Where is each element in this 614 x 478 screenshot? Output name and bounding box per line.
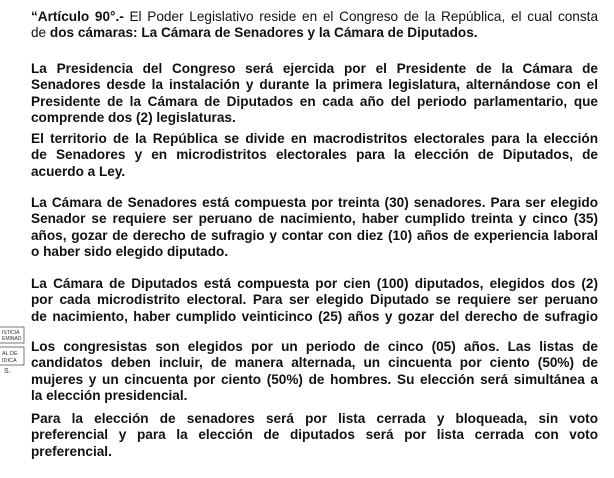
article-chambers-text: dos cámaras: La Cámara de Senadores y la Cámara de Diputados. — [49, 25, 478, 41]
paragraph-line: de nacimiento, haber cumplido veinticinco (25) años y gozar del derecho de sufragio — [31, 308, 598, 324]
paragraph-senate — [31, 195, 598, 261]
paragraph-line: Los congresistas son elegidos por un periodo de cinco (05) años. Las listas de — [31, 339, 598, 354]
paragraph-line: por cada microdistrito electoral. Para ser elegido Diputado se requiere ser peruano — [31, 292, 598, 308]
paragraph-term — [31, 339, 598, 405]
paragraph-line — [31, 25, 598, 41]
stamp-text-1: ISTICIA — [2, 330, 20, 336]
paragraph-line: candidatos deben incluir, de manera alternada, un cincuenta por ciento (50%) de — [31, 355, 598, 371]
paragraph-line: años, gozar de derecho de sufragio y contar con diez (10) años de experiencia laboral — [31, 227, 598, 243]
paragraph-lists — [31, 411, 598, 460]
stamp-text-2: EMINAD — [2, 336, 22, 342]
paragraph-line: Senadores desde la instalación y durante la primera legislatura, alternándose con el — [31, 77, 598, 93]
stamp-text-3: AL DE — [2, 351, 18, 357]
paragraph-line: mujeres y un cincuenta por ciento (50%) de hombres. Su elección será simultánea a — [31, 371, 598, 387]
paragraph-line: Para la elección de senadores será por lista cerrada y bloqueada, sin voto — [31, 411, 598, 426]
article-intro-prefix: de — [31, 25, 50, 41]
paragraph-line — [31, 9, 598, 25]
stamp-fragment — [0, 325, 28, 375]
paragraph-line: La Cámara de Diputados está compuesta por cien (100) diputados, elegidos dos (2) — [31, 276, 598, 291]
paragraph-article-heading — [31, 9, 598, 42]
paragraph-line: comprende dos (2) legislaturas. — [31, 110, 236, 126]
paragraph-line: Presidente de la Cámara de Diputados en cada año del periodo parlamentario, que — [31, 93, 598, 109]
paragraph-line: Senador se requiere ser peruano de nacimiento, haber cumplido treinta y cinco (35) — [31, 211, 598, 227]
paragraph-line: preferencial. — [31, 443, 112, 459]
paragraph-deputies — [31, 276, 598, 325]
article-number: “Artículo 90°.- — [31, 9, 124, 24]
paragraph-line: La Cámara de Senadores está compuesta por treinta (30) senadores. Para ser elegido — [31, 195, 598, 210]
paragraph-line: preferencial y para la elección de diputados será por lista cerrada con voto — [31, 427, 598, 443]
paragraph-line: o haber sido elegido diputado. — [31, 244, 229, 260]
paragraph-line: El territorio de la República se divide en macrodistritos electorales para la elección — [31, 131, 598, 146]
paragraph-line: acuerdo a Ley. — [31, 163, 126, 179]
paragraph-line: de Senadores y en microdistritos electorales para la elección de Diputados, de — [31, 147, 598, 163]
paragraph-presidency — [31, 61, 598, 127]
article-intro-text: El Poder Legislativo reside en el Congreso de la República, el cual consta — [123, 9, 598, 24]
paragraph-line: la elección presidencial. — [31, 388, 188, 404]
paragraph-line: La Presidencia del Congreso será ejercida por el Presidente de la Cámara de — [31, 61, 598, 76]
stamp-text-5: S. — [4, 368, 11, 375]
stamp-text-4: IDICA — [2, 358, 17, 364]
paragraph-territory — [31, 131, 598, 180]
